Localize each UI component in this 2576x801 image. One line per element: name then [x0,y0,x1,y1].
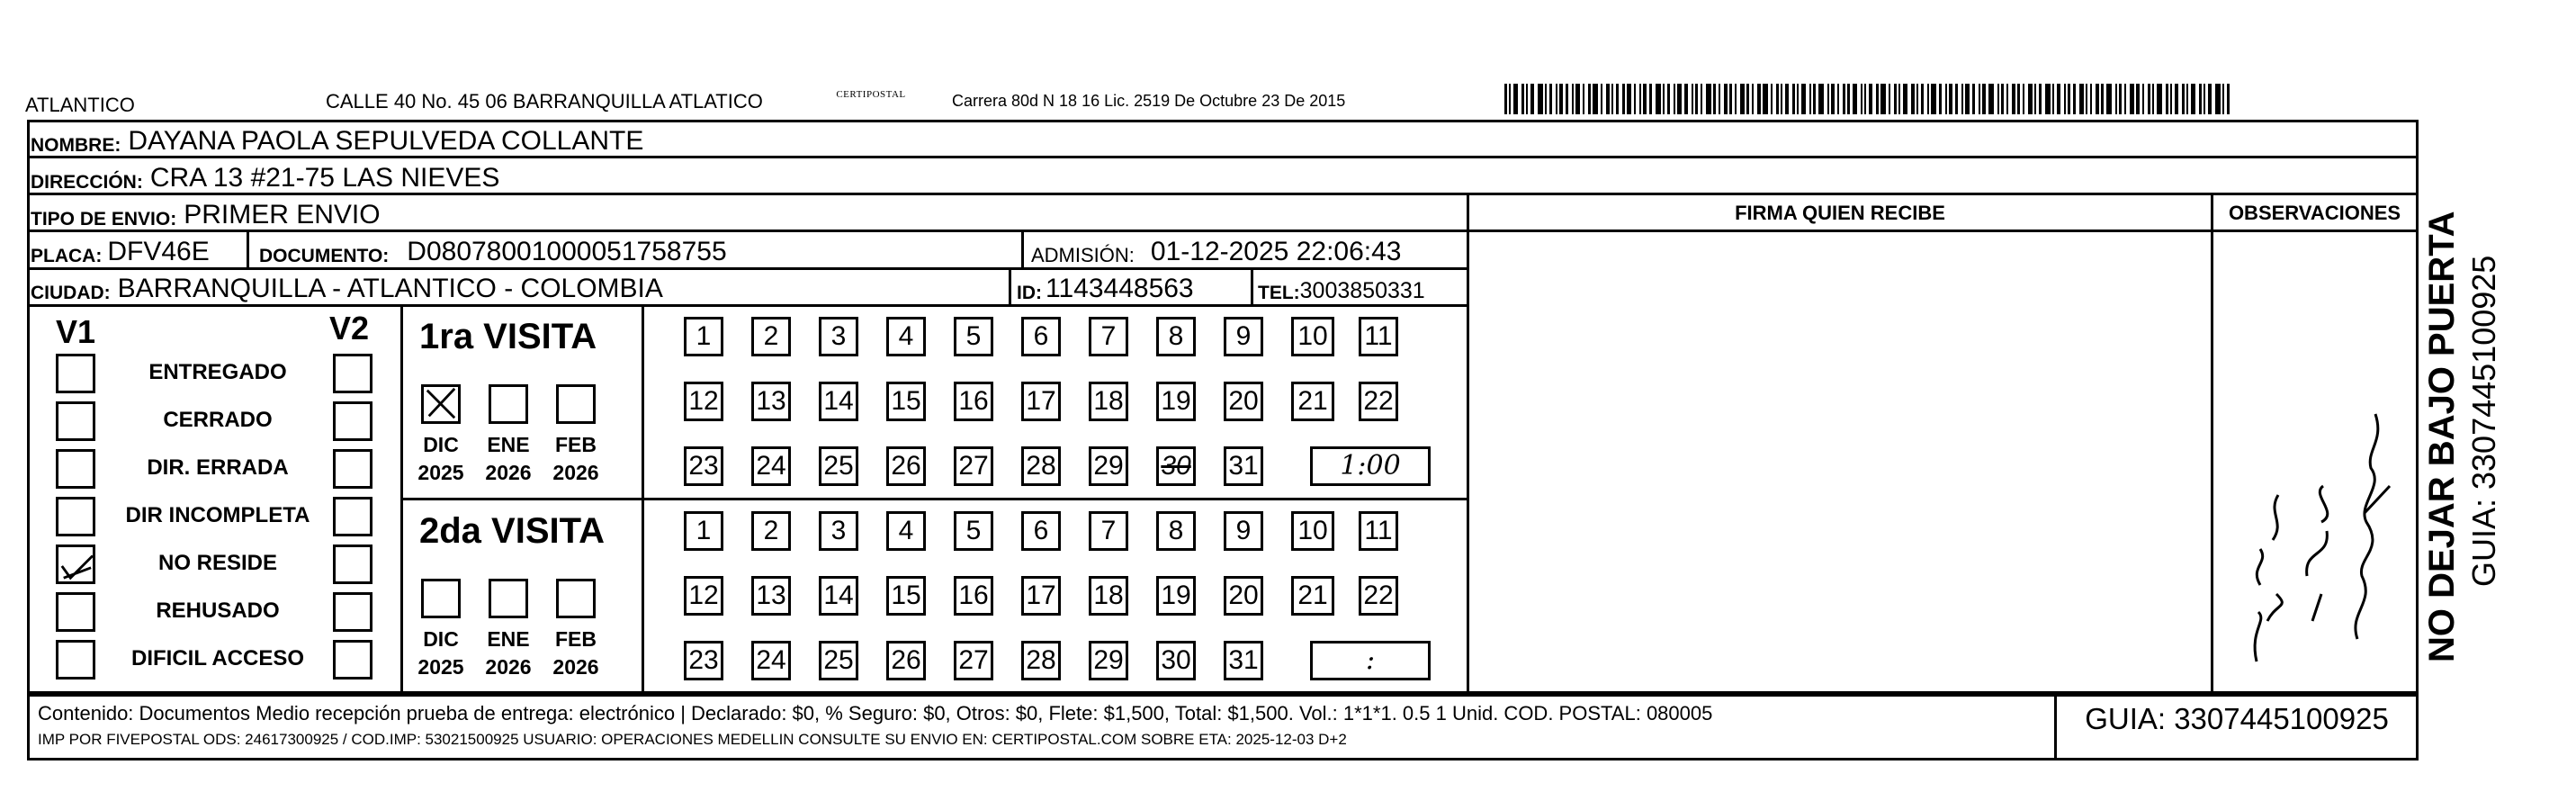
day-14-visit-2[interactable]: 14 [819,576,858,616]
v1-checkbox-dificil-acceso[interactable] [56,640,95,680]
day-7-visit-2[interactable]: 7 [1089,511,1128,551]
barcode-bar [1831,84,1835,114]
barcode-bar [1504,84,1507,114]
barcode-bar [1869,84,1872,114]
barcode-bar [2096,84,2099,114]
barcode-bar [1677,84,1682,114]
day-9-visit-2[interactable]: 9 [1224,511,1263,551]
month-label-ene: ENE 2026 [485,627,532,680]
day-15-visit-1[interactable]: 15 [886,382,926,421]
barcode-bar [2191,84,2195,114]
barcode-bar [1916,84,1918,114]
barcode-bar [1622,84,1625,114]
v2-checkbox-rehusado[interactable] [333,592,372,632]
barcode-bar [1763,84,1768,114]
barcode-bar [1997,84,1999,114]
barcode-bar [2136,84,2140,114]
v1-checkbox-cerrado[interactable] [56,401,95,441]
month-label-feb: FEB 2026 [552,627,599,680]
barcode-bar [1649,84,1652,114]
v2-checkbox-entregado[interactable] [333,354,372,393]
day-19-visit-2[interactable]: 19 [1156,576,1196,616]
barcode-bar [1945,84,1947,114]
barcode-bar [2130,84,2134,114]
barcode-bar [1771,84,1773,114]
day-8-visit-1[interactable]: 8 [1156,317,1196,356]
barcode-bar [1979,84,1980,114]
barcode-bar [2023,84,2024,114]
admission-label: ADMISIÓN: [1031,244,1135,266]
barcode-bar [1781,84,1782,114]
barcode-bar [1853,84,1857,114]
barcode-bar [2215,84,2221,114]
barcode-bar [1864,84,1866,114]
day-21-visit-2[interactable]: 21 [1291,576,1334,616]
barcode-bar [2001,84,2004,114]
day-30-visit-2[interactable]: 30 [1156,641,1196,680]
barcode-bar [1861,84,1862,114]
barcode-bar [2227,84,2230,114]
day-17-visit-1[interactable]: 17 [1021,382,1061,421]
day-11-visit-2[interactable]: 11 [1359,511,1398,551]
barcode-bar [1611,84,1613,114]
barcode-bar [1949,84,1952,114]
day-25-visit-1[interactable]: 25 [819,446,858,486]
signature-header: FIRMA QUIEN RECIBE [1735,202,1945,224]
barcode-bar [1889,84,1890,114]
tel-value: 3003850331 [1299,278,1425,303]
barcode-bar [1955,84,1958,114]
barcode-bar [2115,84,2117,114]
barcode-bar [2017,84,2020,114]
barcode-bar [1695,84,1698,114]
v2-checkbox-dir-incompleta[interactable] [333,497,372,536]
day-5-visit-2[interactable]: 5 [954,511,993,551]
day-16-visit-2[interactable]: 16 [954,576,993,616]
day-29-visit-2[interactable]: 29 [1089,641,1128,680]
check-mark-icon [58,547,93,581]
barcode-bar [1746,84,1749,114]
day-23-visit-1[interactable]: 23 [684,446,723,486]
barcode-bar [1616,84,1619,114]
barcode-bar [1988,84,1994,114]
document-label: DOCUMENTO: [259,246,390,266]
barcode-bar [1643,84,1647,114]
barcode-bar [1526,84,1528,114]
barcode-bar [1931,84,1936,114]
v1-checkbox-entregado[interactable] [56,354,95,393]
divider [27,694,2419,697]
day-12-visit-1[interactable]: 12 [684,382,723,421]
handwritten-observation [2213,306,2416,693]
barcode-bar [1847,84,1850,114]
guia-vertical: GUIA: 3307445100925 [2465,255,2502,587]
address-row [31,159,499,194]
barcode-bar [1549,84,1552,114]
month-label-dic: DIC 2025 [417,433,464,485]
day-24-visit-2[interactable]: 24 [751,641,791,680]
barcode-bar [1972,84,1975,114]
barcode-bar [1785,84,1789,114]
barcode-bar [2175,84,2178,114]
plate-label: PLACA: [31,246,103,266]
barcode-bar [1674,84,1675,114]
day-10-visit-2[interactable]: 10 [1291,511,1334,551]
barcode-bar [1735,84,1737,114]
barcode-bar [1776,84,1779,114]
day-27-visit-2[interactable]: 27 [954,641,993,680]
document-row [259,233,727,267]
divider [27,695,30,760]
admission-value: 01-12-2025 22:06:43 [1150,237,1402,266]
barcode-bar [2152,84,2154,114]
barcode-bar [1572,84,1574,114]
barcode-bar [1752,84,1754,114]
shipment-type: PRIMER ENVIO [184,200,381,230]
v1-checkbox-rehusado[interactable] [56,592,95,632]
barcode-bar [1667,84,1670,114]
barcode-bar [1521,84,1524,114]
v1-checkbox-dir-errada[interactable] [56,449,95,489]
month-label-feb: FEB 2026 [552,433,599,485]
barcode-bar [1818,84,1824,114]
status-option-dir-incompleta: DIR INCOMPLETA [125,503,310,527]
barcode [1504,84,2239,114]
day-26-visit-1[interactable]: 26 [886,446,926,486]
day-10-visit-1[interactable]: 10 [1291,317,1334,356]
barcode-bar [1692,84,1693,114]
barcode-bar [2148,84,2150,114]
divider [27,230,2419,232]
barcode-bar [2034,84,2036,114]
day-22-visit-1[interactable]: 22 [1359,382,1398,421]
name-label: NOMBRE: [31,135,121,156]
barcode-bar [2166,84,2168,114]
barcode-bar [2079,84,2084,114]
check-mark-icon [424,387,458,421]
day-2-visit-1[interactable]: 2 [751,317,791,356]
barcode-bar [1538,84,1543,114]
barcode-bar [2090,84,2092,114]
barcode-bar [1729,84,1732,114]
day-6-visit-1[interactable]: 6 [1021,317,1061,356]
barcode-bar [1583,84,1584,114]
day-27-visit-1[interactable]: 27 [954,446,993,486]
barcode-bar [1656,84,1661,114]
recipient-name: DAYANA PAOLA SEPULVEDA COLLANTE [128,126,644,156]
day-3-visit-2[interactable]: 3 [819,511,858,551]
barcode-bar [1894,84,1897,114]
barcode-bar [2073,84,2076,114]
divider [1009,269,1011,305]
barcode-bar [1837,84,1839,114]
contents-text: Contenido: Documentos Medio recepción prueba de entrega: electrónico | Declarado: $0, % Seguro: $0, Otros: $0, Flete: $1,500, Total: $1,500. Vol.: 1*1*1. 0.5 1 Unid. COD. POSTAL: 080005 [38,702,1713,724]
barcode-bar [1556,84,1557,114]
barcode-bar [1601,84,1602,114]
barcode-bar [1982,84,1986,114]
barcode-bar [2204,84,2205,114]
day-15-visit-2[interactable]: 15 [886,576,926,616]
plate-row [31,233,210,267]
day-17-visit-2[interactable]: 17 [1021,576,1061,616]
barcode-bar [2208,84,2212,114]
divider [400,498,1468,500]
status-option-dir-errada: DIR. ERRADA [147,455,289,480]
day-26-visit-2[interactable]: 26 [886,641,926,680]
barcode-bar [1740,84,1745,114]
barcode-bar [2124,84,2126,114]
day-6-visit-2[interactable]: 6 [1021,511,1061,551]
type-label: TIPO DE ENVIO: [31,209,177,230]
barcode-bar [1639,84,1641,114]
day-4-visit-1[interactable]: 4 [886,317,926,356]
barcode-bar [1559,84,1563,114]
barcode-bar [2028,84,2033,114]
barcode-bar [1757,84,1761,114]
day-23-visit-2[interactable]: 23 [684,641,723,680]
day-11-visit-1[interactable]: 11 [1359,317,1398,356]
day-7-visit-1[interactable]: 7 [1089,317,1128,356]
barcode-bar [2012,84,2015,114]
barcode-bar [1965,84,1970,114]
divider [1467,230,1469,694]
barcode-bar [2157,84,2162,114]
day-18-visit-1[interactable]: 18 [1089,382,1128,421]
day-13-visit-2[interactable]: 13 [751,576,791,616]
name-row [31,122,643,157]
type-row [31,196,381,230]
day-4-visit-2[interactable]: 4 [886,511,926,551]
barcode-bar [2182,84,2185,114]
tel-label: TEL: [1258,283,1300,303]
barcode-bar [2086,84,2087,114]
v2-checkbox-cerrado[interactable] [333,401,372,441]
observations-header: OBSERVACIONES [2228,202,2401,224]
print-info-text: IMP POR FIVEPOSTAL ODS: 24617300925 / COD.IMP: 53021500925 USUARIO: OPERACIONES MEDELLIN CONSULTE SU ENVIO EN: CERTIPOSTAL.COM SOBRE ETA: 2025-12-03 D+2 [38,731,1347,748]
visit-title-1: 1ra VISITA [419,317,597,356]
barcode-bar [2006,84,2008,114]
barcode-bar [1843,84,1845,114]
barcode-bar [1921,84,1924,114]
plate-value: DFV46E [107,237,210,266]
status-option-rehusado: REHUSADO [156,598,280,623]
day-13-visit-1[interactable]: 13 [751,382,791,421]
barcode-bar [1513,84,1518,114]
status-option-entregado: ENTREGADO [148,360,287,384]
department-text: ATLANTICO [25,94,135,116]
barcode-bar [1530,84,1534,114]
barcode-bar [2068,84,2070,114]
barcode-bar [1606,84,1610,114]
barcode-bar [1627,84,1631,114]
day-29-visit-1[interactable]: 29 [1089,446,1128,486]
day-20-visit-2[interactable]: 20 [1224,576,1263,616]
day-3-visit-1[interactable]: 3 [819,317,858,356]
month-checkbox-dic-1[interactable] [421,384,461,424]
city-row [31,270,663,304]
document-value: D08078001000051758755 [407,237,727,266]
day-5-visit-1[interactable]: 5 [954,317,993,356]
status-option-cerrado: CERRADO [163,408,273,432]
no-dejar-bajo-puerta: NO DEJAR BAJO PUERTA [2422,211,2462,662]
license-text: Carrera 80d N 18 16 Lic. 2519 De Octubre 23 De 2015 [952,92,1346,110]
day-21-visit-1[interactable]: 21 [1291,382,1334,421]
barcode-bar [2052,84,2054,114]
day-30-visit-1[interactable]: 30 [1156,446,1196,486]
barcode-bar [1927,84,1929,114]
day-22-visit-2[interactable]: 22 [1359,576,1398,616]
barcode-bar [1663,84,1665,114]
barcode-bar [1593,84,1598,114]
id-value: 1143448563 [1046,274,1194,303]
month-checkbox-feb-1[interactable] [556,384,596,424]
barcode-bar [1701,84,1702,114]
city-value: BARRANQUILLA - ATLANTICO - COLOMBIA [117,274,663,303]
time-box-visit-1[interactable]: 1:00 [1310,446,1431,486]
barcode-bar [2186,84,2188,114]
time-box-visit-2[interactable]: : [1310,641,1431,680]
barcode-bar [1724,84,1728,114]
day-20-visit-1[interactable]: 20 [1224,382,1263,421]
v2-checkbox-dir-errada[interactable] [333,449,372,489]
barcode-bar [1588,84,1591,114]
certipostal-logo: CERTIPOSTAL [836,89,906,100]
id-row [1017,270,1194,304]
day-14-visit-1[interactable]: 14 [819,382,858,421]
barcode-bar [2119,84,2122,114]
barcode-bar [1792,84,1795,114]
barcode-bar [1684,84,1688,114]
v1-header: V1 [56,313,96,350]
month-checkbox-ene-2[interactable] [489,579,528,618]
barcode-bar [2101,84,2104,114]
admission-row [1031,233,1401,267]
month-checkbox-dic-2[interactable] [421,579,461,618]
month-checkbox-ene-1[interactable] [489,384,528,424]
barcode-bar [2064,84,2066,114]
day-31-visit-1[interactable]: 31 [1224,446,1263,486]
barcode-bar [2039,84,2042,114]
barcode-bar [1575,84,1580,114]
day-12-visit-2[interactable]: 12 [684,576,723,616]
barcode-bar [1545,84,1547,114]
status-option-no-reside: NO RESIDE [157,551,278,575]
day-28-visit-2[interactable]: 28 [1021,641,1061,680]
barcode-bar [1911,84,1915,114]
barcode-bar [2142,84,2144,114]
guia-footer: GUIA: 3307445100925 [2085,702,2389,735]
v2-checkbox-dificil-acceso[interactable] [333,640,372,680]
divider [27,758,2419,760]
day-1-visit-1[interactable]: 1 [684,317,723,356]
barcode-bar [1797,84,1799,114]
barcode-bar [2106,84,2112,114]
barcode-bar [1713,84,1716,114]
barcode-bar [1719,84,1720,114]
barcode-bar [1634,84,1636,114]
city-label: CIUDAD: [31,283,111,303]
status-option-dificil-acceso: DIFICIL ACCESO [130,646,304,670]
address-label: DIRECCIÓN: [31,172,143,193]
day-8-visit-2[interactable]: 8 [1156,511,1196,551]
barcode-bar [1509,84,1511,114]
day-16-visit-1[interactable]: 16 [954,382,993,421]
day-2-visit-2[interactable]: 2 [751,511,791,551]
divider [1251,269,1253,305]
barcode-bar [1706,84,1711,114]
v1-checkbox-dir-incompleta[interactable] [56,497,95,536]
barcode-bar [1566,84,1568,114]
barcode-bar [1898,84,1900,114]
barcode-bar [1939,84,1942,114]
day-19-visit-1[interactable]: 19 [1156,382,1196,421]
day-1-visit-2[interactable]: 1 [684,511,723,551]
barcode-bar [1903,84,1907,114]
day-31-visit-2[interactable]: 31 [1224,641,1263,680]
day-28-visit-1[interactable]: 28 [1021,446,1061,486]
barcode-bar [1961,84,1963,114]
divider [1021,232,1024,268]
barcode-bar [1801,84,1806,114]
tel-row [1258,270,1425,304]
barcode-bar [1827,84,1829,114]
month-checkbox-feb-2[interactable] [556,579,596,618]
barcode-bar [2170,84,2172,114]
recipient-address: CRA 13 #21-75 LAS NIEVES [149,163,500,193]
barcode-bar [2057,84,2060,114]
barcode-bar [1813,84,1816,114]
day-25-visit-2[interactable]: 25 [819,641,858,680]
barcode-bar [1880,84,1886,114]
day-24-visit-1[interactable]: 24 [751,446,791,486]
id-label: ID: [1017,283,1042,303]
visit-title-2: 2da VISITA [419,511,605,551]
month-label-dic: DIC 2025 [417,627,464,680]
month-label-ene: ENE 2026 [485,433,532,485]
barcode-bar [2222,84,2224,114]
sender-address: CALLE 40 No. 45 06 BARRANQUILLA ATLATICO [326,90,763,112]
v2-checkbox-no-reside[interactable] [333,544,372,584]
day-18-visit-2[interactable]: 18 [1089,576,1128,616]
barcode-bar [1809,84,1811,114]
v1-checkbox-no-reside[interactable] [56,544,95,584]
day-9-visit-1[interactable]: 9 [1224,317,1263,356]
v2-header: V2 [329,310,370,346]
barcode-bar [2199,84,2202,114]
barcode-bar [1876,84,1879,114]
barcode-bar [2045,84,2051,114]
